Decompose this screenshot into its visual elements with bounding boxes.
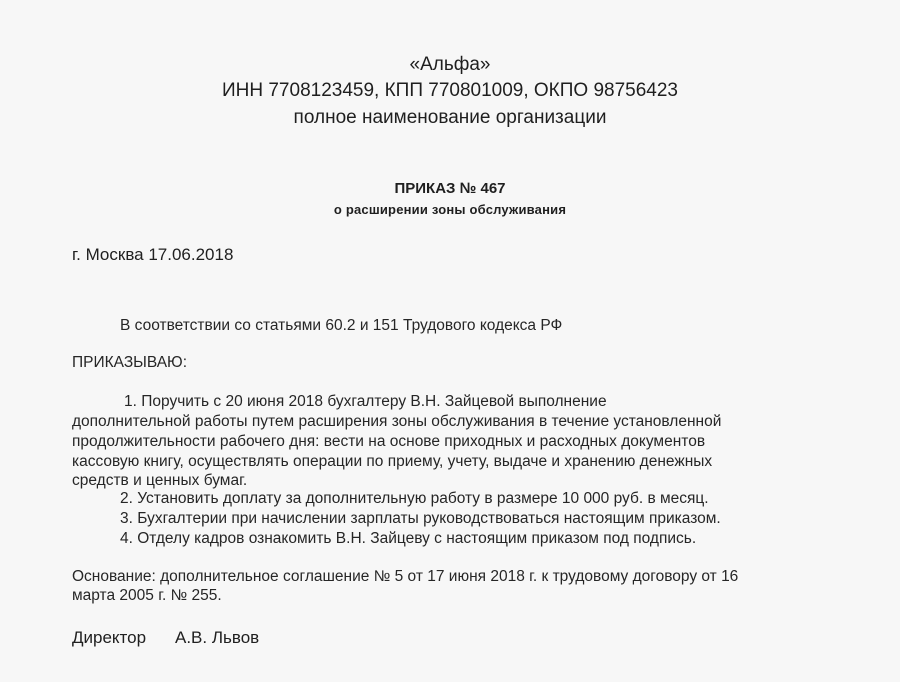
org-codes: ИНН 7708123459, КПП 770801009, ОКПО 98756423 [221, 80, 679, 101]
item-4: 4. Отделу кадров ознакомить В.Н. Зайцеву с настоящим приказом под подпись. [120, 530, 697, 547]
order-title: ПРИКАЗ № 467 [394, 180, 506, 197]
item-1-line-4: кассовую книгу, осуществлять операции по приему, учету, выдаче и хранению денежных [72, 453, 713, 470]
place-date: г. Москва 17.06.2018 [72, 245, 234, 264]
item-2: 2. Установить доплату за дополнительную работу в размере 10 000 руб. в месяц. [120, 490, 709, 507]
order-subject: о расширении зоны обслуживания [333, 202, 567, 217]
basis-line-1: Основание: дополнительное соглашение № 5 от 17 июня 2018 г. к трудовому договору от 16 [72, 568, 739, 585]
org-name: «Альфа» [409, 54, 491, 75]
item-1-line-5: средств и ценных бумаг. [72, 472, 248, 489]
signature-name: А.В. Львов [175, 628, 260, 647]
order-word: ПРИКАЗЫВАЮ: [72, 354, 188, 371]
basis-intro: В соответствии со статьями 60.2 и 151 Трудового кодекса РФ [120, 317, 563, 334]
item-1-line-3: продолжительности рабочего дня: вести на основе приходных и расходных документов [72, 433, 706, 450]
basis-line-2: марта 2005 г. № 255. [72, 587, 222, 604]
item-1-line-1: 1. Поручить с 20 июня 2018 бухгалтеру В.Н. Зайцевой выполнение [124, 393, 607, 410]
item-3: 3. Бухгалтерии при начислении зарплаты руководствоваться настоящим приказом. [120, 510, 721, 527]
signature-position: Директор [72, 628, 147, 647]
org-full-name-label: полное наименование организации [293, 107, 607, 128]
item-1-line-2: дополнительной работы путем расширения зоны обслуживания в течение установленной [72, 413, 722, 430]
